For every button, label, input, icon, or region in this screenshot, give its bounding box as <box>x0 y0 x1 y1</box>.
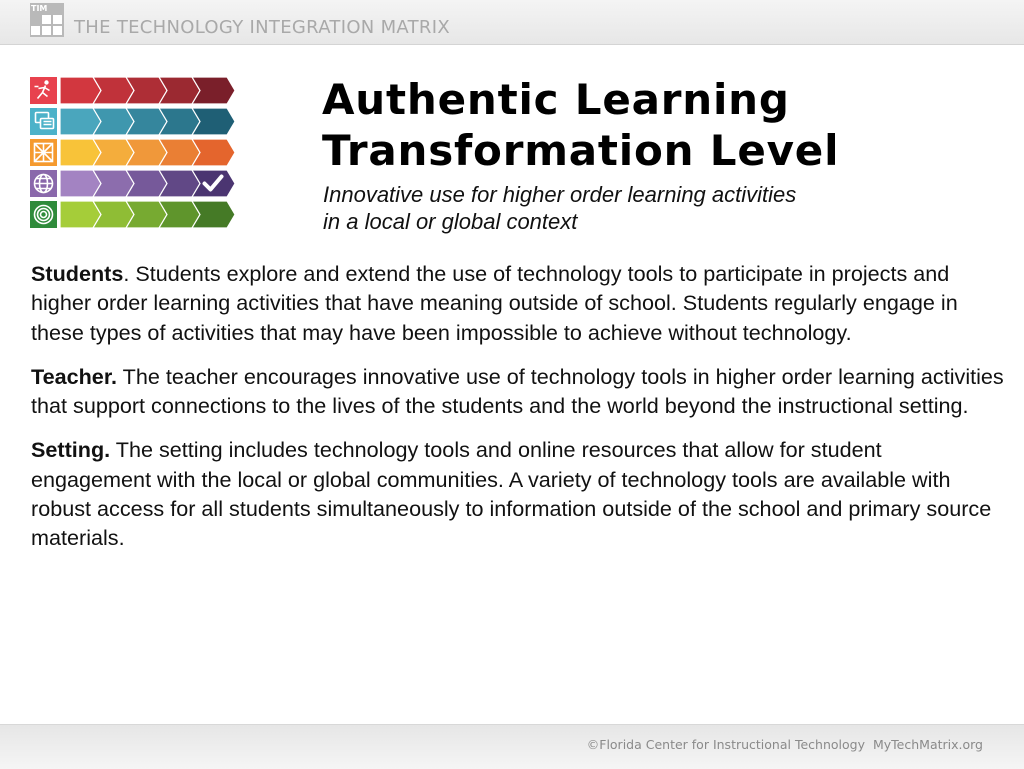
scaffold-grid-icon <box>35 144 53 162</box>
header-bar <box>0 0 1024 45</box>
teacher-text: The teacher encourages innovative use of technology tools in higher order learning activities that support connections to the lives of the students and the world beyond the instructional setting. <box>31 363 1004 419</box>
title-line-1: Authentic Learning <box>322 75 790 124</box>
level-description <box>31 259 1006 568</box>
subtitle-line-2: in a local or global context <box>323 209 578 234</box>
header-title: THE TECHNOLOGY INTEGRATION MATRIX <box>74 17 450 38</box>
subtitle-line-1: Innovative use for higher order learning activities <box>323 182 797 207</box>
footer-copyright: ©Florida Center for Instructional Technology <box>586 737 865 752</box>
matrix-row <box>30 108 235 135</box>
tim-logo <box>30 3 64 37</box>
footer-site-link[interactable]: MyTechMatrix.org <box>872 737 983 752</box>
page-subtitle <box>323 181 796 235</box>
students-text: . Students explore and extend the use of technology tools to participate in projects and higher order learning activities that have meaning outside of school. Students regularly engage in these types of activities that may have been impossible to achieve without technology. <box>31 261 958 345</box>
technology-integration-matrix-graphic <box>30 77 260 231</box>
teacher-label: Teacher. <box>31 363 118 389</box>
setting-text: The setting includes technology tools and online resources that allow for student engagement with the local or global communities. A variety of technology tools are available with robust access for all students simultaneously to information outside of the school and primary source materials. <box>31 437 992 551</box>
matrix-row <box>30 77 235 104</box>
students-paragraph <box>31 259 1006 347</box>
matrix-row <box>30 201 235 228</box>
title-line-2: Transformation Level <box>322 126 840 175</box>
page-title <box>322 74 839 176</box>
students-label: Students <box>31 261 124 286</box>
matrix-row <box>30 170 235 197</box>
footer-bar <box>0 724 1024 769</box>
tim-logo-text: TIM <box>31 4 48 13</box>
teacher-paragraph <box>31 362 1006 421</box>
setting-label: Setting. <box>31 437 111 463</box>
footer-credit <box>587 737 983 752</box>
setting-paragraph <box>31 435 1006 552</box>
matrix-row <box>30 139 235 166</box>
